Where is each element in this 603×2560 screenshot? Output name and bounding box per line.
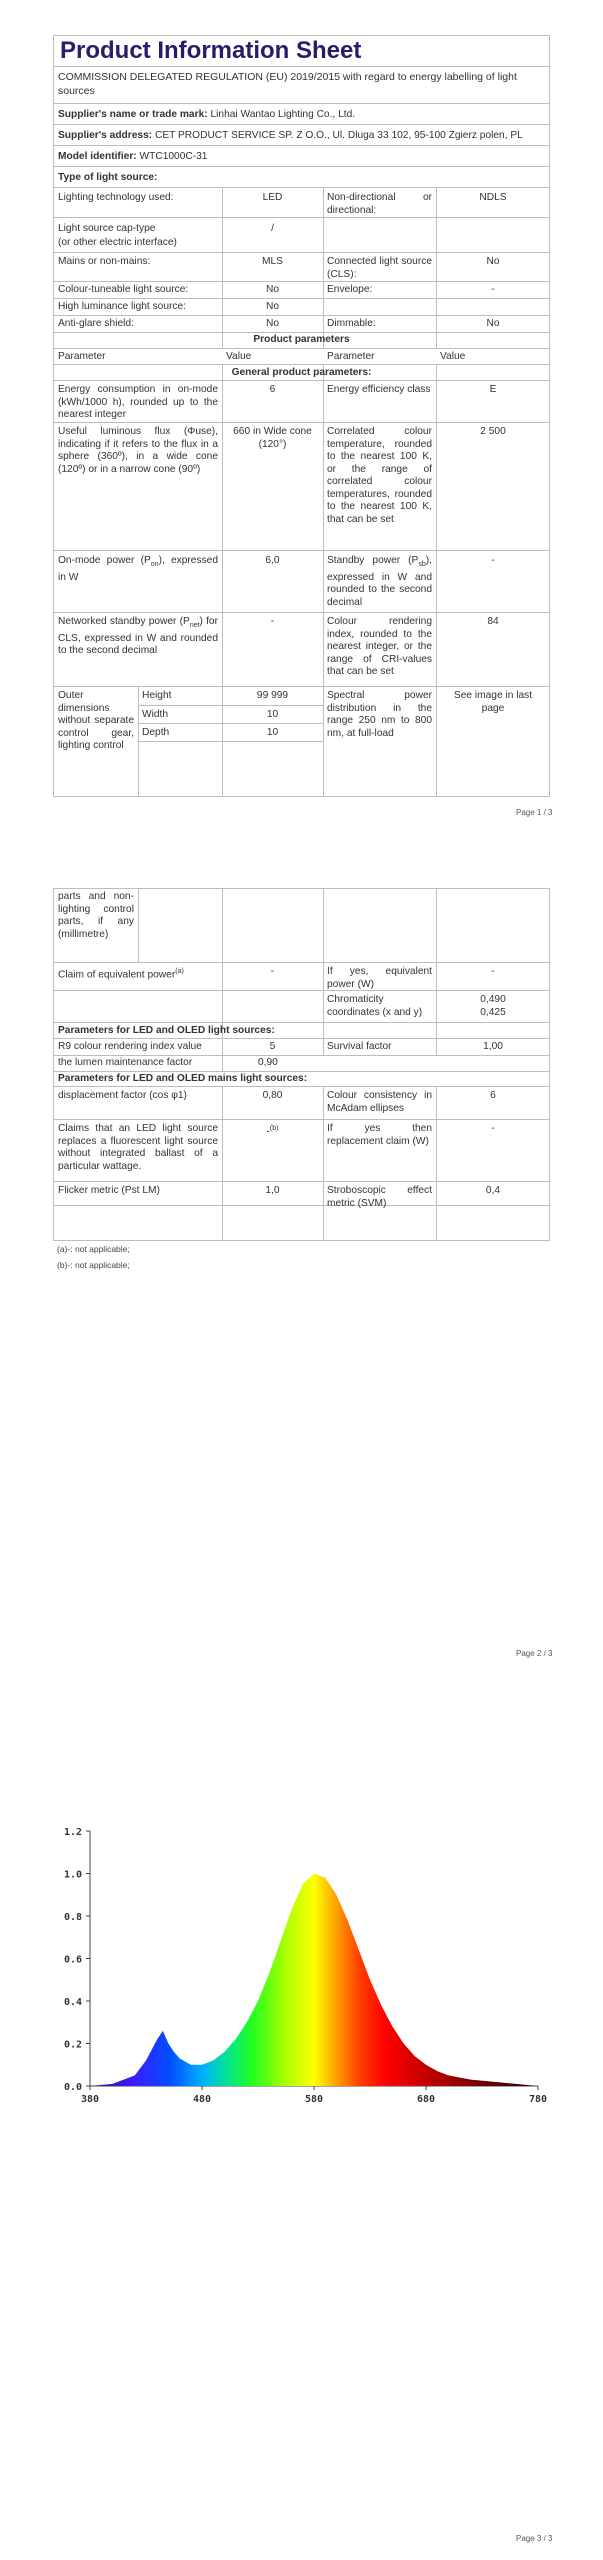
- chart-x-ticks: [81, 2086, 547, 2105]
- cri-label: Colour rendering index, rounded to the nearest integer, or the range of CRI-values that can be set: [327, 616, 432, 677]
- envelope-value: -: [491, 284, 495, 295]
- flicker-label: Flicker metric (Pst LM): [58, 1185, 160, 1196]
- cap-type-label-line1: Light source cap-type: [58, 223, 156, 234]
- supplier-name-label: Supplier's name or trade mark:: [58, 109, 208, 120]
- cct-value: 2 500: [480, 426, 506, 437]
- chromaticity-label: Chromaticity coordinates (x and y): [327, 994, 423, 1018]
- anti-glare-label: Anti-glare shield:: [58, 318, 134, 329]
- supplier-address-value: CET PRODUCT SERVICE SP. Z O.O., Ul. Dluga 33 102, 95-100 Zgierz polen, PL: [154, 130, 523, 141]
- claims-label: Claims that an LED light source replaces a fluorescent light source without integrated ballast of a particular wattage.: [58, 1123, 218, 1172]
- col-value-1: Value: [226, 351, 252, 362]
- light-source-heading: Type of light source:: [58, 172, 158, 183]
- mains-value: MLS: [262, 256, 283, 267]
- model-identifier-value: WTC1000C-31: [139, 151, 208, 162]
- cap-type-label-line2: (or other electric interface): [58, 237, 177, 248]
- product-parameters-heading: Product parameters: [253, 334, 350, 345]
- standby-power-label: Standby power $(P_{sb})$, expressed in W and rounded to the second decimal: [327, 555, 432, 608]
- energy-class-value: E: [489, 384, 497, 395]
- outer-dimensions-label-part2: parts and non-lighting control parts, if any (millimetre): [58, 891, 134, 940]
- chart-series-area: [90, 1874, 538, 2087]
- x-tick-label: 580: [304, 2094, 324, 2105]
- page-number-3: Page 3 / 3: [516, 2534, 553, 2543]
- cri-value: 84: [487, 616, 499, 627]
- high-luminance-label: High luminance light source:: [58, 301, 186, 312]
- energy-consumption-label: Energy consumption in on-mode (kWh/1000 h), rounded up to the nearest integer: [58, 384, 218, 420]
- supplier-name-value: Linhai Wantao Lighting Co., Ltd.: [210, 109, 356, 120]
- mains-label: Mains or non-mains:: [58, 256, 151, 267]
- directional-value: NDLS: [479, 192, 507, 203]
- page-number-1: Page 1 / 3: [516, 808, 553, 817]
- energy-class-label: Energy efficiency class: [327, 384, 431, 395]
- lighting-technology-value: LED: [262, 192, 283, 203]
- standby-power-value: -: [491, 555, 495, 566]
- led-parameters-heading: Parameters for LED and OLED light sources:: [58, 1025, 275, 1036]
- y-tick-label: 0.4: [63, 1997, 82, 2008]
- colour-tuneable-value: No: [265, 284, 280, 295]
- led-mains-heading: Parameters for LED and OLED mains light sources:: [58, 1073, 308, 1084]
- x-tick-label: 680: [416, 2094, 436, 2105]
- colour-consistency-label: Colour consistency in McAdam ellipses: [327, 1090, 432, 1114]
- replacement-label: If yes then replacement claim (W): [327, 1123, 432, 1147]
- flicker-value: 1,0: [265, 1185, 280, 1196]
- footnote-a: (a)-: not applicable;: [57, 1244, 130, 1254]
- chromaticity-y: 0,425: [480, 1007, 506, 1018]
- lighting-technology-label: Lighting technology used:: [58, 192, 174, 203]
- supplier-address-label: Supplier's address:: [58, 130, 153, 141]
- spectral-label: Spectral power distribution in the range 250 nm to 800 nm, at full-load: [327, 690, 432, 739]
- width-label: Width: [142, 709, 169, 720]
- x-tick-label: 480: [192, 2094, 212, 2105]
- r9-value: 5: [269, 1041, 276, 1052]
- chromaticity-x: 0,490: [480, 994, 506, 1005]
- dimmable-label: Dimmable:: [327, 318, 376, 329]
- col-parameter-2: Parameter: [327, 351, 375, 362]
- x-tick-label: 780: [528, 2094, 548, 2105]
- width-value: 10: [266, 709, 279, 720]
- stroboscopic-value: 0,4: [485, 1185, 501, 1196]
- energy-consumption-value: 6: [269, 384, 276, 395]
- equivalent-power-claim-value: -: [270, 966, 275, 977]
- on-mode-power-label: On-mode power $(P_{on})$, expressed in W: [58, 555, 218, 583]
- on-mode-power-value: 6,0: [265, 555, 280, 566]
- page-1: [0, 0, 603, 820]
- lumen-maintenance-label: the lumen maintenance factor: [58, 1057, 193, 1068]
- outer-dimensions-label-part1: Outer dimensions without separate control gear, lighting control: [58, 690, 134, 751]
- equivalent-power-value: -: [491, 966, 495, 977]
- envelope-label: Envelope:: [327, 284, 373, 295]
- depth-label: Depth: [142, 727, 170, 738]
- colour-consistency-value: 6: [490, 1090, 496, 1101]
- connected-label: Connected light source (CLS):: [327, 256, 432, 280]
- displacement-label: displacement factor (cos φ1): [58, 1090, 187, 1101]
- y-tick-label: 0.0: [63, 2082, 82, 2093]
- page-2: [0, 853, 603, 1673]
- spectral-power-chart: [0, 1821, 603, 2121]
- survival-value: 1,00: [483, 1041, 503, 1052]
- y-tick-label: 1.2: [63, 1827, 82, 1838]
- model-identifier-label: Model identifier:: [58, 151, 137, 162]
- claims-value: -$^{(b)}$: [266, 1125, 279, 1138]
- page-3: [0, 1706, 603, 2560]
- col-value-2: Value: [440, 351, 466, 362]
- height-label: Height: [142, 690, 172, 701]
- cct-label: Correlated colour temperature, rounded to the nearest 100 K, or the range of correlated colour temperatures, rounded to the nearest 100 K, that can be set: [327, 426, 432, 525]
- networked-standby-value: -: [270, 616, 275, 627]
- colour-tuneable-label: Colour-tuneable light source:: [58, 284, 189, 295]
- displacement-value: 0,80: [262, 1090, 283, 1101]
- r9-label: R9 colour rendering index value: [58, 1041, 202, 1052]
- chart-y-ticks: [64, 1827, 90, 2093]
- luminous-flux-value: 660 in Wide cone (120°): [233, 426, 312, 450]
- cap-type-value: /: [271, 223, 274, 234]
- equivalent-power-claim-label: Claim of equivalent power$^{(a)}$: [58, 968, 184, 981]
- stroboscopic-label: Stroboscopic effect metric (SVM): [327, 1185, 432, 1209]
- y-tick-label: 1.0: [63, 1869, 82, 1881]
- col-parameter-1: Parameter: [58, 351, 106, 362]
- height-value: 99 999: [256, 690, 289, 701]
- spectrum-area: [90, 1874, 538, 2087]
- dimmable-value: No: [486, 318, 500, 329]
- luminous-flux-label: Useful luminous flux (Φuse), indicating if it refers to the flux in a sphere (360º), in a wide cone (120º) or in a narrow cone (90º): [58, 426, 218, 475]
- equivalent-power-label: If yes, equivalent power (W): [327, 966, 432, 990]
- networked-standby-label: Networked standby power $(P_{net})$ for CLS, expressed in W and rounded to the second decimal: [58, 616, 218, 657]
- depth-value: 10: [266, 727, 279, 738]
- page-title: Product Information Sheet: [60, 37, 362, 64]
- footnote-b: (b)-: not applicable;: [57, 1260, 130, 1270]
- y-tick-label: 0.6: [63, 1954, 82, 1966]
- anti-glare-value: No: [265, 318, 280, 329]
- x-tick-label: 380: [80, 2094, 100, 2105]
- y-tick-label: 0.8: [63, 1912, 82, 1923]
- high-luminance-value: No: [265, 301, 280, 312]
- lumen-maintenance-value: 0,90: [258, 1057, 278, 1068]
- connected-value: No: [486, 256, 500, 267]
- regulation-text: COMMISSION DELEGATED REGULATION (EU) 2019/2015 with regard to energy labelling of light sources: [58, 71, 517, 97]
- y-tick-label: 0.2: [63, 2039, 82, 2051]
- spectral-value: See image in last page: [453, 690, 533, 714]
- page-number-2: Page 2 / 3: [516, 1649, 553, 1658]
- replacement-value: -: [491, 1123, 495, 1134]
- directional-label: Non-directional or directional:: [327, 192, 432, 216]
- survival-label: Survival factor: [327, 1041, 392, 1052]
- general-parameters-heading: General product parameters:: [231, 367, 372, 378]
